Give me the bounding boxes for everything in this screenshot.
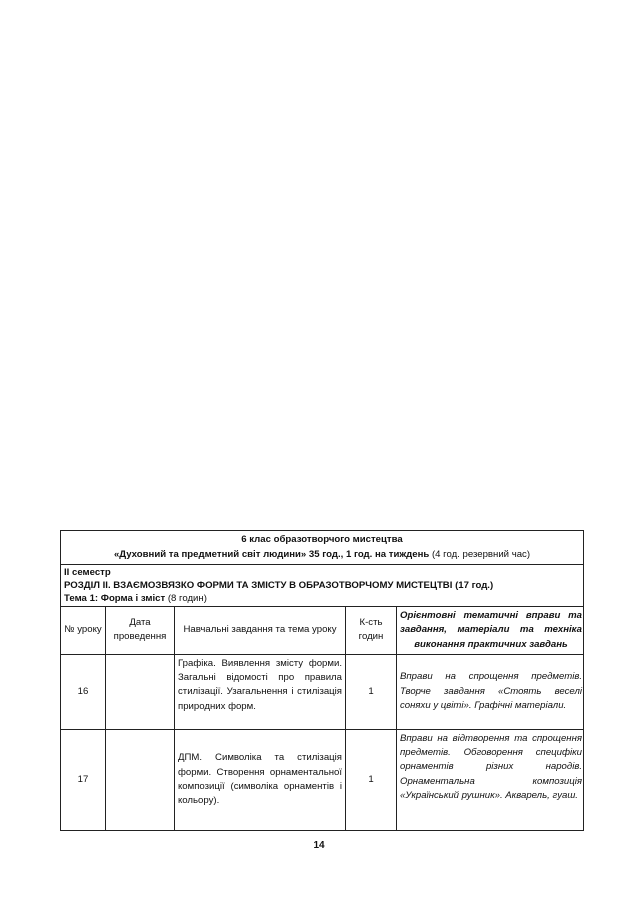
table-row — [61, 730, 583, 830]
topic-label: Тема 1: Форма і зміст — [64, 593, 166, 604]
semester-label: ІІ семестр — [64, 567, 111, 578]
col-header-num: № уроку — [61, 607, 106, 654]
class-line: 6 клас образотворчого мистецтва — [241, 534, 403, 545]
section-title: РОЗДІЛ ІІ. ВЗАЄМОЗВЯЗКО ФОРМИ ТА ЗМІСТУ В ОБРАЗОТВОРЧОМУ МИСТЕЦТВІ (17 год.) — [64, 580, 494, 591]
lesson-task — [175, 730, 346, 830]
lesson-date — [106, 655, 175, 729]
lesson-exercises — [397, 655, 585, 729]
topic-hours: (8 годин) — [167, 593, 207, 604]
col-header-date: Дата проведення — [106, 607, 175, 654]
page-number: 14 — [313, 840, 325, 851]
course-title: «Духовний та предметний світ людини» 35 год., 1 год. на тиждень — [113, 549, 430, 560]
lesson-task: Графіка. Виявлення змісту форми. Загальні відомості про правила стилізації. Узагальнення і стилізація природних форм. — [175, 655, 346, 729]
table-title — [61, 531, 583, 565]
lesson-date — [106, 730, 175, 830]
table-row — [61, 655, 583, 730]
col-header-exercises: Орієнтовні тематичні вправи та завдання, матеріали та техніка виконання практичних завдань — [400, 610, 582, 650]
curriculum-table — [60, 530, 584, 831]
lesson-task-text: ДПМ. Символіка та стилізація форми. Створення орнаментальної композиції (символіка орнаментів і кольору). — [178, 752, 342, 807]
lesson-exercises-text: Вправи на спрощення предметів. Творче завдання «Стоять веселі соняхи у цвіті». Графічні матеріали. — [400, 671, 582, 712]
lesson-hours: 1 — [346, 655, 397, 729]
semester-section-block — [61, 565, 583, 607]
reserve-note: (4 год. резервний час) — [431, 549, 531, 560]
lesson-exercises: Вправи на відтворення та спрощення предметів. Обговорення специфіки орнаментів різних народів. Орнаментальна композиція «Український рушник». Акварель, гуаш. — [400, 732, 582, 802]
lesson-hours: 1 — [346, 730, 397, 830]
col-header-hours: К-сть годин — [346, 607, 397, 654]
lesson-number: 17 — [61, 730, 106, 830]
col-header-task: Навчальні завдання та тема уроку — [175, 607, 346, 654]
lesson-number: 16 — [61, 655, 106, 729]
table-header — [61, 607, 583, 655]
